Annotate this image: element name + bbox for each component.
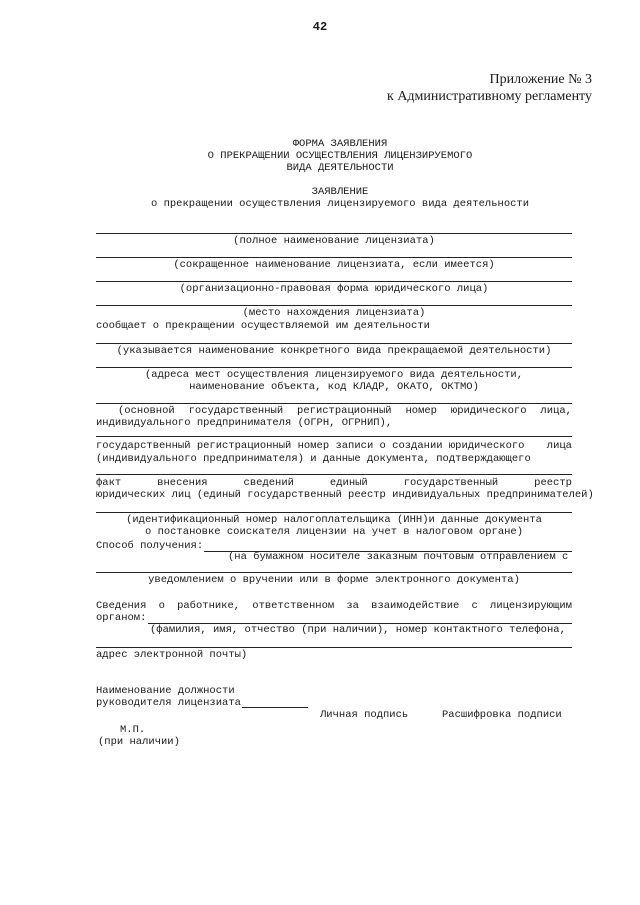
statement-title: ЗАЯВЛЕНИЕ xyxy=(311,186,369,198)
short-name-line xyxy=(96,257,572,258)
page-number: 42 xyxy=(312,20,328,34)
registration-line xyxy=(96,436,572,437)
appendix-number: Приложение № 3 xyxy=(489,72,592,87)
addresses-caption-2: наименование объекта, код КЛАДР, ОКАТО, ОКТМО) xyxy=(189,381,479,393)
addresses-caption-1: (адреса мест осуществления лицензируемого вида деятельности, xyxy=(144,369,524,381)
employee-caption-3: (фамилия, имя, отчество (при наличии), номер контактного телефона, xyxy=(150,624,566,636)
registration-caption-2: (индивидуального предпринимателя) и данные документа, подтверждающего xyxy=(96,453,531,465)
fact-caption-2: юридических лиц (единый государственный реестр индивидуальных предпринимателей) xyxy=(96,489,594,501)
full-name-line xyxy=(96,233,572,234)
statement-subtitle: о прекращении осуществления лицензируемого вида деятельности xyxy=(150,198,530,210)
full-name-caption: (полное наименование лицензиата) xyxy=(233,235,435,247)
addresses-line xyxy=(96,367,572,368)
position-underline xyxy=(242,707,308,708)
short-name-caption: (сокращенное наименование лицензиата, если имеется) xyxy=(173,259,495,271)
ogrn-caption-2: индивидуального предпринимателя (ОГРН, ОГРНИП), xyxy=(96,417,393,429)
location-caption: (место нахождения лицензиата) xyxy=(242,307,426,319)
fact-line xyxy=(96,474,572,475)
signature-decoding-label: Расшифровка подписи xyxy=(442,709,562,721)
registration-caption-1: государственный регистрационный номер записи о создании юридического лица xyxy=(96,440,572,452)
position-line-1: Наименование должности xyxy=(96,685,235,697)
stamp-note: (при наличии) xyxy=(98,736,180,748)
location-line xyxy=(96,305,572,306)
personal-signature-label: Личная подпись xyxy=(320,709,409,721)
appendix-reference: к Административному регламенту xyxy=(387,89,592,104)
activity-kind-caption: (указывается наименование конкретного вида прекращаемой деятельности) xyxy=(116,345,552,357)
inn-caption-2: о постановке соискателя лицензии на учет в налоговом органе) xyxy=(144,526,524,538)
employee-caption-4: адрес электронной почты) xyxy=(96,649,248,661)
position-line-2: руководителя лицензиата xyxy=(96,697,241,709)
legal-form-line xyxy=(96,281,572,282)
reports-text: сообщает о прекращении осуществляемой им деятельности xyxy=(96,320,430,332)
ogrn-line xyxy=(96,403,572,404)
stamp-label: М.П. xyxy=(120,724,146,736)
email-line xyxy=(96,647,572,648)
fact-caption-1: факт внесения сведений единый государственный реестр xyxy=(96,477,572,489)
inn-caption-1: (идентификационный номер налогоплательщика (ИНН)и данные документа xyxy=(126,514,542,526)
legal-form-caption: (организационно-правовая форма юридического лица) xyxy=(179,283,489,295)
form-title-line1: ФОРМА ЗАЯВЛЕНИЯ xyxy=(292,138,388,150)
employee-caption-1: Сведения о работнике, ответственном за взаимодействие с лицензирующим xyxy=(96,600,572,612)
method-label: Способ получения: xyxy=(96,540,204,552)
method-caption-2: уведомлением о вручении или в форме электронного документа) xyxy=(148,574,520,586)
method-caption-1: (на бумажном носителе заказным почтовым отправлением с xyxy=(228,551,569,563)
inn-line xyxy=(96,512,572,513)
method-line-2 xyxy=(96,572,572,573)
ogrn-caption-1: (основной государственный регистрационный номер юридического лица, xyxy=(118,405,572,417)
form-title-line2: О ПРЕКРАЩЕНИИ ОСУЩЕСТВЛЕНИЯ ЛИЦЕНЗИРУЕМОГО xyxy=(207,150,473,162)
employee-caption-2: органом: xyxy=(96,612,147,624)
activity-kind-line xyxy=(96,343,572,344)
form-title-line3: ВИДА ДЕЯТЕЛЬНОСТИ xyxy=(286,162,394,174)
